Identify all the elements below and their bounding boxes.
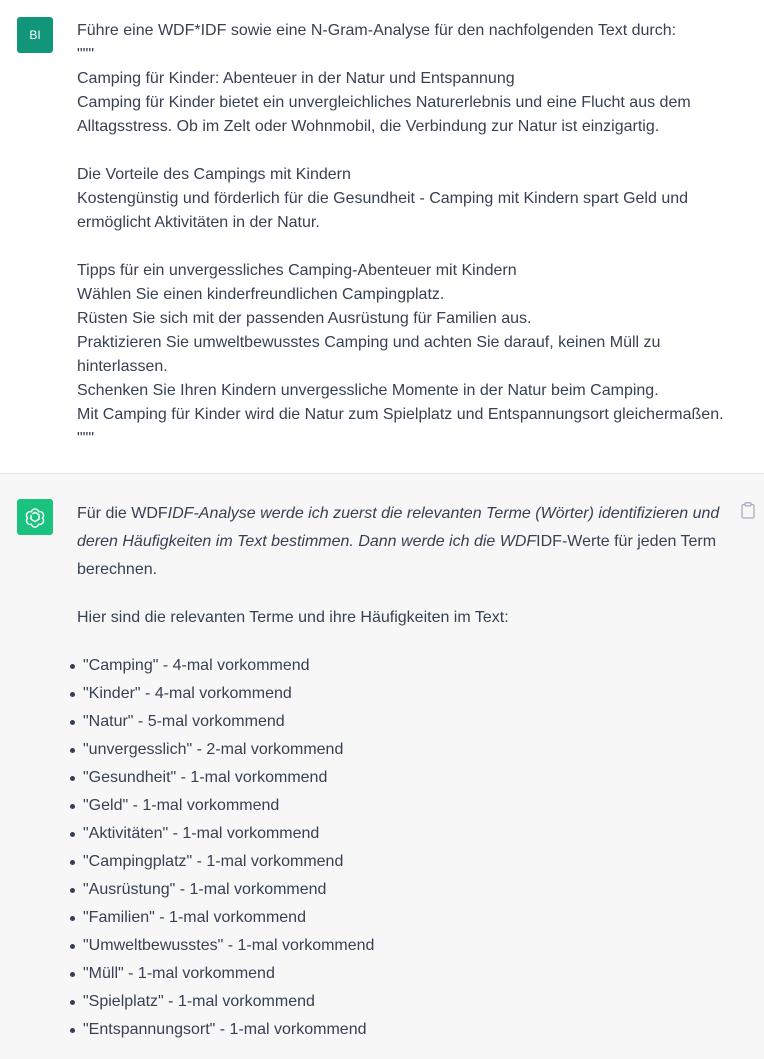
- list-item: "Müll" - 1-mal vorkommend: [77, 960, 737, 988]
- clipboard-icon: [741, 502, 755, 519]
- user-line: Kostengünstig und förderlich für die Gesundheit - Camping mit Kindern spart Geld und: [77, 190, 689, 207]
- assistant-intro-paragraph: [77, 500, 737, 584]
- term-frequency-list: [77, 652, 737, 1044]
- intro-italic-text: IDF-Analyse werde ich zuerst die relevanten Terme (Wörter) identifizieren und deren Häufigkeiten im Text bestimmen. Dann werde ich die WDF: [77, 505, 720, 550]
- user-line: ermöglicht Aktivitäten in der Natur.: [77, 214, 320, 231]
- list-item: "unvergesslich" - 2-mal vorkommend: [77, 736, 737, 764]
- openai-logo-icon: [24, 506, 46, 528]
- list-item: "Camping" - 4-mal vorkommend: [77, 652, 737, 680]
- assistant-message-text: [77, 500, 737, 1044]
- user-line: Camping für Kinder: Abenteuer in der Natur und Entspannung: [77, 70, 515, 87]
- copy-button[interactable]: [741, 502, 757, 520]
- user-avatar: [17, 17, 53, 53]
- user-message-text: [77, 19, 747, 451]
- user-line: Führe eine WDF*IDF sowie eine N-Gram-Analyse für den nachfolgenden Text durch:: [77, 22, 677, 39]
- list-item: "Umweltbewusstes" - 1-mal vorkommend: [77, 932, 737, 960]
- user-line: """: [77, 430, 95, 447]
- terms-lead-text: Hier sind die relevanten Terme und ihre Häufigkeiten im Text:: [77, 609, 509, 626]
- user-line: Praktizieren Sie umweltbewusstes Camping und achten Sie darauf, keinen Müll zu: [77, 334, 661, 351]
- list-item: "Campingplatz" - 1-mal vorkommend: [77, 848, 737, 876]
- user-line: Alltagsstress. Ob im Zelt oder Wohnmobil, die Verbindung zur Natur ist einzigartig.: [77, 118, 660, 135]
- list-item: "Kinder" - 4-mal vorkommend: [77, 680, 737, 708]
- list-item: "Familien" - 1-mal vorkommend: [77, 904, 737, 932]
- list-item: "Spielplatz" - 1-mal vorkommend: [77, 988, 737, 1016]
- user-line: hinterlassen.: [77, 358, 168, 375]
- user-line: Die Vorteile des Campings mit Kindern: [77, 166, 351, 183]
- user-line: Wählen Sie einen kinderfreundlichen Campingplatz.: [77, 286, 445, 303]
- user-line: Mit Camping für Kinder wird die Natur zum Spielplatz und Entspannungsort gleichermaßen.: [77, 406, 724, 423]
- user-message: [0, 0, 764, 474]
- list-item: "Geld" - 1-mal vorkommend: [77, 792, 737, 820]
- list-item: "Ausrüstung" - 1-mal vorkommend: [77, 876, 737, 904]
- list-item: "Natur" - 5-mal vorkommend: [77, 708, 737, 736]
- intro-text: Für die WDF: [77, 505, 168, 522]
- user-line: Camping für Kinder bietet ein unvergleichliches Naturerlebnis und eine Flucht aus dem: [77, 94, 691, 111]
- assistant-message: [0, 474, 764, 1059]
- user-line: Tipps für ein unvergessliches Camping-Abenteuer mit Kindern: [77, 262, 517, 279]
- list-item: "Aktivitäten" - 1-mal vorkommend: [77, 820, 737, 848]
- user-line: """: [77, 46, 95, 63]
- user-line: Rüsten Sie sich mit der passenden Ausrüstung für Familien aus.: [77, 310, 532, 327]
- user-line: Schenken Sie Ihren Kindern unvergessliche Momente in der Natur beim Camping.: [77, 382, 659, 399]
- list-item: "Entspannungsort" - 1-mal vorkommend: [77, 1016, 737, 1044]
- user-blank-line: [77, 235, 747, 259]
- user-blank-line: [77, 139, 747, 163]
- assistant-avatar: [17, 499, 53, 535]
- user-avatar-initials: BI: [29, 28, 41, 42]
- intro-text-end: IDF-Werte für jeden Term berechnen.: [77, 533, 717, 578]
- list-item: "Gesundheit" - 1-mal vorkommend: [77, 764, 737, 792]
